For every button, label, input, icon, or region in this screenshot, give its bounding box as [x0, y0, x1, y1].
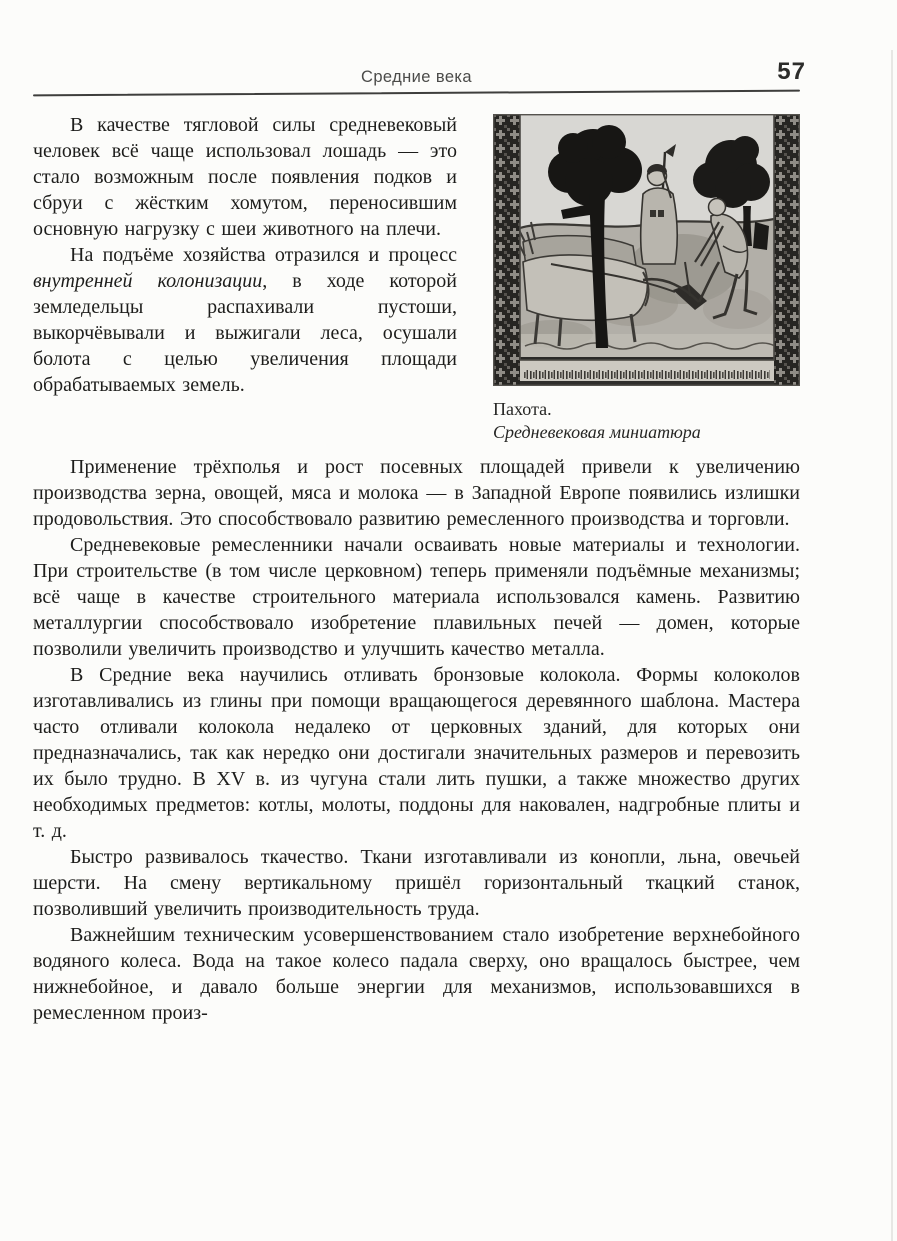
paragraph-weaving: Быстро развивалось ткачество. Ткани изготавливали из конопли, льна, овечьей шерсти. На смену вертикальному пришёл горизонтальный ткацкий станок, позволивший увеличить производительность труда. [33, 846, 800, 920]
paragraph-draft-power: В качестве тягловой силы средневековый человек всё чаще использовал лошадь — это стало возможным после появления подков и сбруи с жёстким хомутом, переносившим основную нагрузку с шеи животного на плечи. [33, 114, 457, 240]
header-rule [33, 90, 800, 97]
figure-caption [493, 398, 800, 444]
paragraph-colonization-pre: На подъёме хозяйства отразился и процесс [70, 244, 457, 266]
book-page [33, 0, 806, 1026]
running-title: Средние века [361, 68, 472, 86]
page-header [33, 0, 806, 96]
paragraph-bells: В Средние века научились отливать бронзовые колокола. Формы колоколов изготавливались из глины при помощи вращающегося деревянного шаблона. Мастера часто отливали колокола недалеко от церковных зданий, для которых они предназначались, так как нередко они достигали значительных размеров и перевозить их было трудно. В XV в. из чугуна стали лить пушки, а также множество других необходимых предметов: котлы, молоты, поддоны для наковален, надгробные плиты и т. д. [33, 664, 800, 842]
miniature-figure [493, 114, 800, 444]
page-number: 57 [777, 58, 806, 85]
paragraph-colonization-post: , в ходе которой земледельцы распахивали пустоши, выкорчёвывали и выжигали леса, осушали болота с целью увеличения площади обрабатываемых земель. [33, 270, 458, 396]
paragraph-craftsmen: Средневековые ремесленники начали осваивать новые материалы и технологии. При строительстве (в том числе церковном) теперь применяли подъёмные механизмы; всё чаще в качестве строительного материала использовался камень. Развитию металлургии способствовало изобретение плавильных печей — домен, которые позволили увеличить производство и улучшить качество металла. [33, 534, 800, 660]
plowing-miniature-image [493, 114, 800, 386]
page-scan-edge [891, 50, 893, 1241]
paragraph-colonization-italic: внутренней колонизации [33, 270, 263, 292]
page-body-text [33, 112, 800, 1026]
figure-caption-subtitle: Средневековая миниатюра [493, 422, 701, 442]
paragraph-waterwheel: Важнейшим техническим усовершенствованием стало изобретение верхнебойного водяного колеса. Вода на такое колесо падала сверху, оно вращалось быстрее, чем нижнебойное, и давало больше энергии для механизмов, использовавшихся в ремесленном произ- [33, 924, 800, 1024]
paragraph-three-field: Применение трёхполья и рост посевных площадей привели к увеличению производства зерна, овощей, мяса и молока — в Западной Европе появились излишки продовольствия. Это способствовало развитию ремесленного производства и торговли. [33, 456, 800, 530]
figure-caption-title: Пахота. [493, 399, 552, 419]
